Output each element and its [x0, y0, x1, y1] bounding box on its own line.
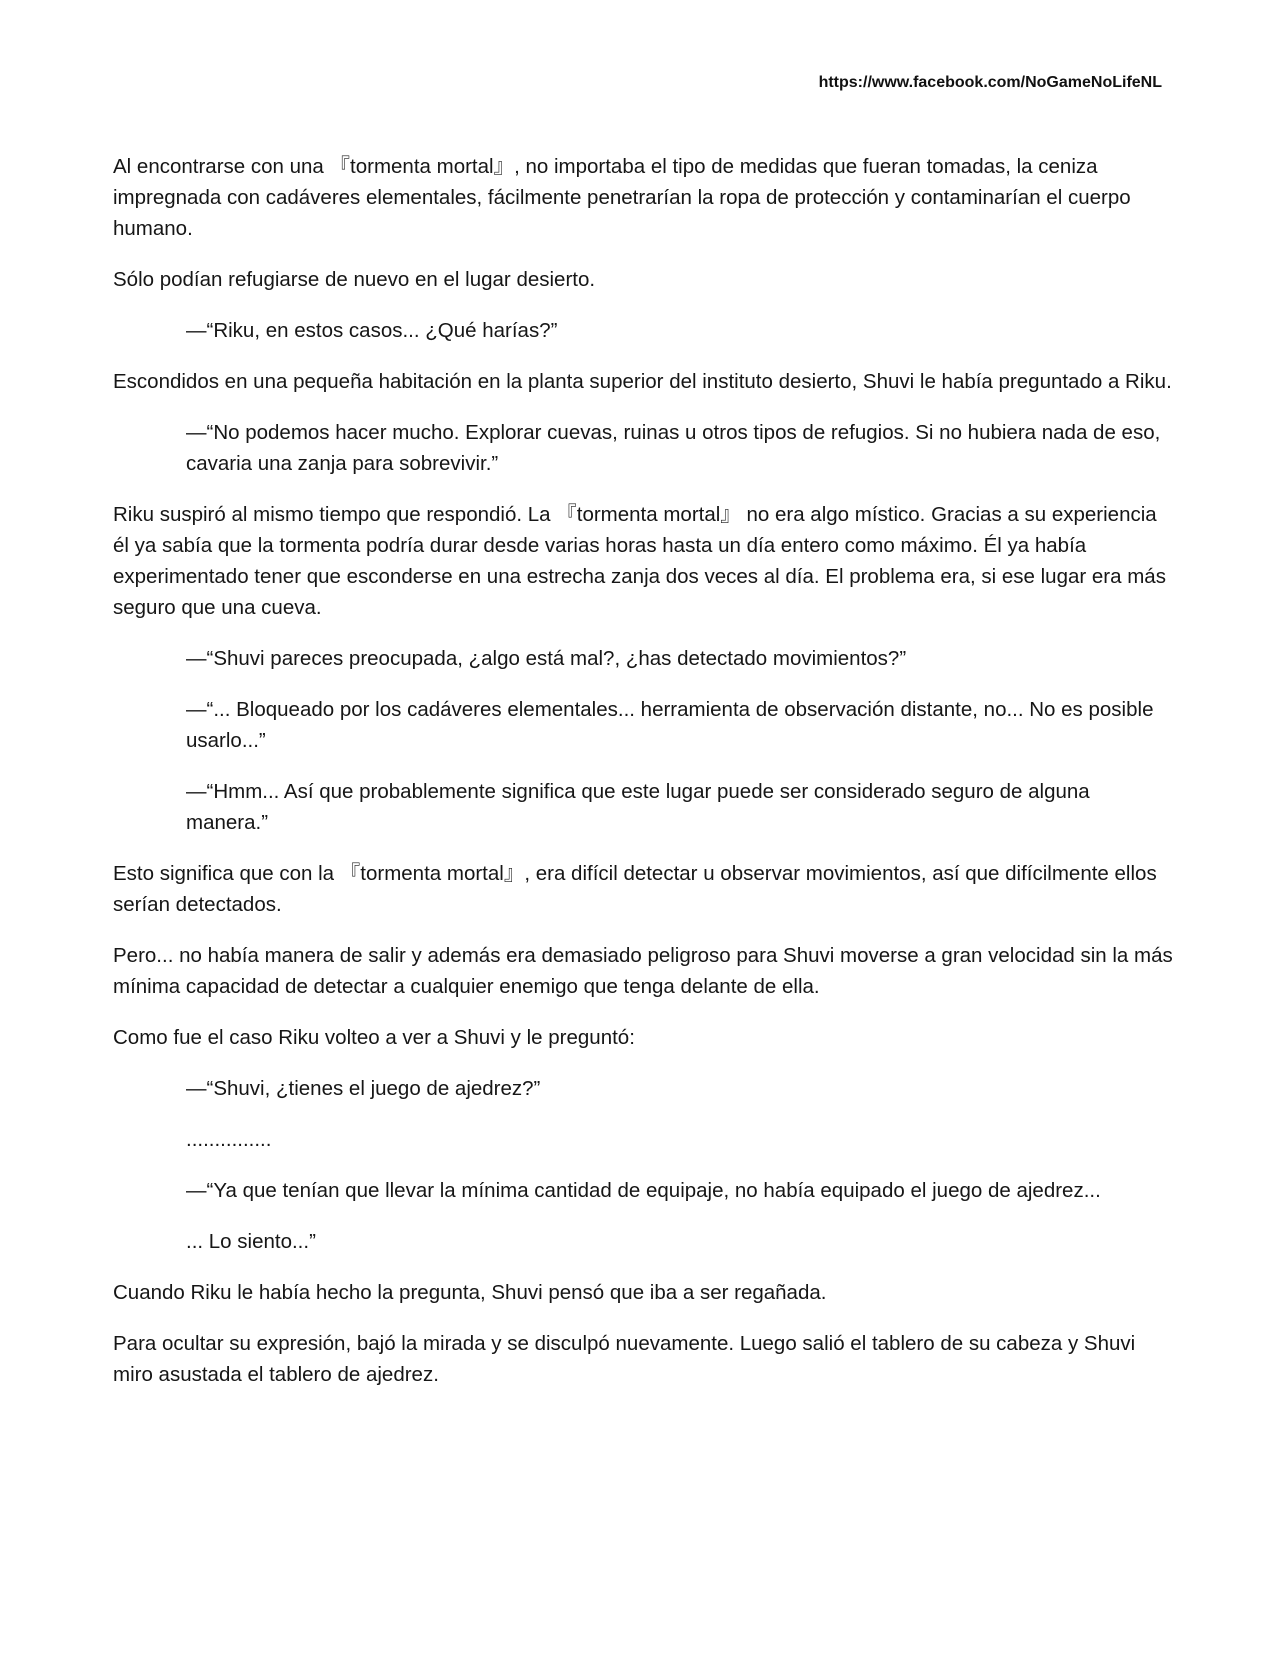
- dialogue-line: —“Shuvi, ¿tienes el juego de ajedrez?”: [186, 1077, 541, 1100]
- dialogue-line: —“Ya que tenían que llevar la mínima cantidad de equipaje, no había equipado el juego de ajedrez...: [186, 1179, 1101, 1202]
- dialogue-line: —“Hmm... Así que probablemente significa que este lugar puede ser considerado seguro de alguna manera.”: [186, 780, 1090, 834]
- ellipsis-line: ...............: [186, 1128, 272, 1151]
- dialogue-line: ... Lo siento...”: [186, 1230, 316, 1253]
- document-body: [113, 151, 1173, 1410]
- paragraph: Riku suspiró al mismo tiempo que respondió. La 『tormenta mortal』 no era algo místico. Gracias a su experiencia él ya sabía que la tormenta podría durar desde varias horas hasta un día entero como máximo. Él ya había experimentado tener que esconderse en una estrecha zanja dos veces al día. El problema era, si ese lugar era más seguro que una cueva.: [113, 503, 1166, 619]
- paragraph: Pero... no había manera de salir y además era demasiado peligroso para Shuvi moverse a gran velocidad sin la más mínima capacidad de detectar a cualquier enemigo que tenga delante de ella.: [113, 944, 1173, 998]
- paragraph: Escondidos en una pequeña habitación en la planta superior del instituto desierto, Shuvi le había preguntado a Riku.: [113, 370, 1172, 393]
- paragraph: Para ocultar su expresión, bajó la mirada y se disculpó nuevamente. Luego salió el tablero de su cabeza y Shuvi miro asustada el tablero de ajedrez.: [113, 1332, 1136, 1386]
- dialogue-line: —“Shuvi pareces preocupada, ¿algo está mal?, ¿has detectado movimientos?”: [186, 647, 907, 670]
- dialogue-line: —“Riku, en estos casos... ¿Qué harías?”: [186, 319, 558, 342]
- source-url: https://www.facebook.com/NoGameNoLifeNL: [818, 74, 1162, 91]
- paragraph: Al encontrarse con una 『tormenta mortal』, no importaba el tipo de medidas que fueran tomadas, la ceniza impregnada con cadáveres elementales, fácilmente penetrarían la ropa de protección y contaminarían el cuerpo humano.: [113, 155, 1131, 240]
- paragraph: Sólo podían refugiarse de nuevo en el lugar desierto.: [113, 268, 596, 291]
- dialogue-line: —“No podemos hacer mucho. Explorar cuevas, ruinas u otros tipos de refugios. Si no hubiera nada de eso, cavaria una zanja para sobrevivir.”: [186, 421, 1161, 475]
- paragraph: Como fue el caso Riku volteo a ver a Shuvi y le preguntó:: [113, 1026, 635, 1049]
- dialogue-line: —“... Bloqueado por los cadáveres elementales... herramienta de observación distante, no... No es posible usarlo...”: [186, 698, 1154, 752]
- paragraph: Esto significa que con la 『tormenta mortal』, era difícil detectar u observar movimientos, así que difícilmente ellos serían detectados.: [113, 862, 1157, 916]
- paragraph: Cuando Riku le había hecho la pregunta, Shuvi pensó que iba a ser regañada.: [113, 1281, 827, 1304]
